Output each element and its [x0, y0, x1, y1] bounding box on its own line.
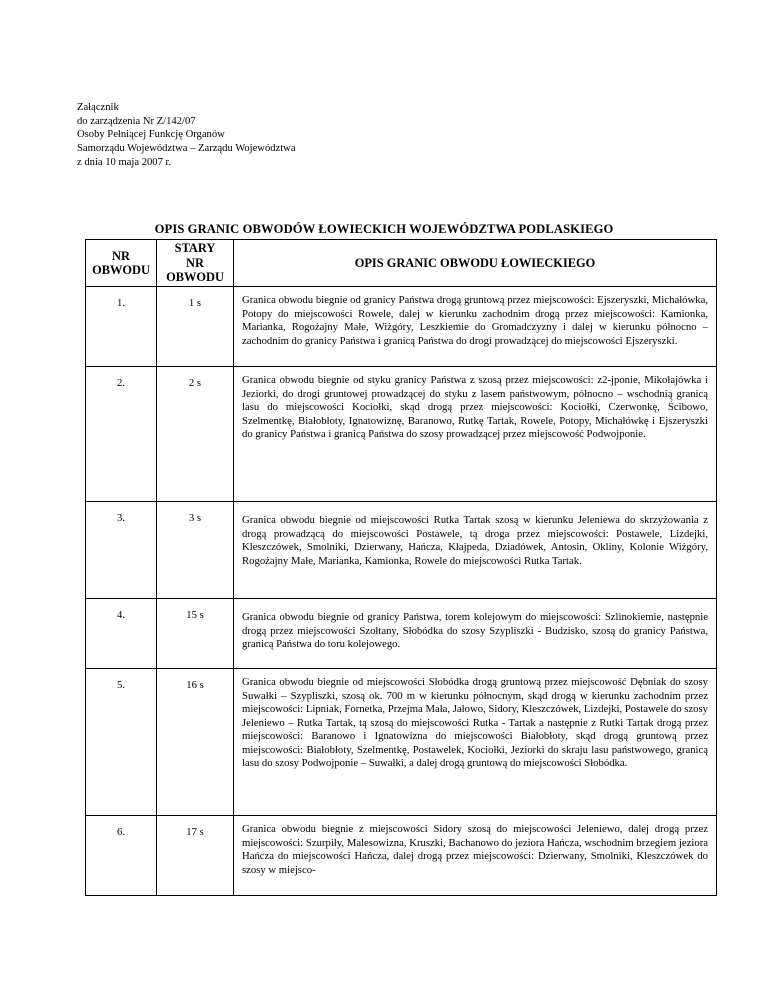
row-nr: 6.: [86, 816, 157, 896]
table-row: [86, 816, 717, 896]
row-nr: 1.: [86, 287, 157, 367]
table-row: [86, 599, 717, 669]
column-header-text: NR: [112, 248, 130, 263]
table-row: [86, 502, 717, 599]
row-stary-nr: 2 s: [157, 367, 234, 502]
column-header-text: OBWODU: [92, 263, 150, 277]
attachment-header: [77, 101, 296, 170]
row-opis: Granica obwodu biegnie od miejscowości Rutka Tartak szosą w kierunku Jeleniewa do skrzyżowania z drogą prowadzącą do miejscowości Postawele, tą droga przez miejscowości: Postawele, Lizdejki, Kleszczówek, Smolniki, Dzierwany, Hańcza, Kłajpeda, Dziadówek, Antosin, Okliny, Kolonie Wiżgóry, Rogożajny Małe, Marianka, Kamionka, Rowele do miejscowości Rutka Tartak.: [234, 502, 717, 599]
table-row: [86, 669, 717, 816]
row-opis: Granica obwodu biegnie od miejscowości Słobódka drogą gruntową przez miejscowość Dębniak do szosy Suwałki – Szypliszki, szosą ok. 700 m w kierunku północnym, skąd drogą w kierunku zachodnim przez miejscowości: Lipniak, Fornetka, Przejma Mała, Jałowo, Sidory, Kleszczówek, Lizdejki, Postawele do szosy Jeleniewo – Rutka Tartak, tą szosą do miejscowości Rutka - Tartak a następnie z Rutki Tartak drogą przez miejscowości: Baranowo i Ignatowizna do miejscowości Białobłoty, skąd drogą gruntową przez miejscowości: Białobłoty, Szelmentkę, Postawelek, Kociołki, Jeziorki do skraju lasu państwowego, granicą lasu do szosy Podwojponie – Suwałki, a dalej drogą gruntową do miejscowości Słobódka.: [234, 669, 717, 816]
row-opis: Granica obwodu biegnie od styku granicy Państwa z szosą przez miejscowości: z2-jponie, Mikołajówka i Jeziorki, do drogi gruntowej prowadzącej do styku z lasem państwowym, północno – wschodnią granicą lasu do miejscowości Kociołki, skąd drogą przez miejscowości: Kociołki, Czerwonkę, Ścibowo, Szelmentkę, Białobłoty, Ignatowiznę, Baranowo, Rutkę Tartak, Rowele, Potopy, Michałówkę i Ejszeryszki do granicy Państwa i granicą Państwa do szosy prowadzącej przez miejscowość Podwojponie.: [234, 367, 717, 502]
row-stary-nr: 15 s: [157, 599, 234, 669]
header-line: Osoby Pełniącej Funkcję Organów: [77, 129, 225, 141]
document-title: OPIS GRANIC OBWODÓW ŁOWIECKICH WOJEWÓDZTWA PODLASKIEGO: [154, 222, 614, 236]
row-nr: 5.: [86, 669, 157, 816]
column-header-text: STARY: [174, 241, 216, 256]
row-opis: Granica obwodu biegnie z miejscowości Sidory szosą do miejscowości Jeleniewo, dalej drogą przez miejscowości: Szurpiły, Malesowizna, Kruszki, Bachanowo do jeziora Hańcza, wschodnim brzegiem jeziora Hańcza do miejscowości Hańcza, dalej drogą przez miejscowości: Dzierwany, Smolniki, Kleszczówek do szosy w miejsco-: [234, 816, 717, 896]
row-nr: 3.: [86, 502, 157, 599]
table-header-row: [86, 240, 717, 287]
column-header-stary-nr: [157, 240, 234, 287]
table-row: [86, 287, 717, 367]
row-opis: Granica obwodu biegnie od granicy Państwa, torem kolejowym do miejscowości: Szlinokiemie, następnie drogą przez miejscowości Szołtany, Słobódka do szosy Szypliszki - Budzisko, szosą do granicy Państwa, granicą Państwa do toru kolejowego.: [234, 599, 717, 669]
row-stary-nr: 16 s: [157, 669, 234, 816]
table-row: [86, 367, 717, 502]
row-nr: 2.: [86, 367, 157, 502]
row-opis: Granica obwodu biegnie od granicy Państwa drogą gruntową przez miejscowości: Ejszeryszki, Michałówka, Potopy do miejscowości Rowele, dalej w kierunku zachodnim drogą przez miejscowości: Kamionka, Marianka, Rogożajny Małe, Wiżgóry, Leszkiemie do Gromadczyzny i dalej w kierunku północno – zachodnim do granicy Państwa i granicą Państwa do drogi prowadzącej do miejscowości Ejszeryszki.: [234, 287, 717, 367]
row-stary-nr: 3 s: [157, 502, 234, 599]
header-line: do zarządzenia Nr Z/142/07: [77, 115, 196, 127]
header-line: z dnia 10 maja 2007 r.: [77, 156, 172, 168]
row-stary-nr: 17 s: [157, 816, 234, 896]
row-stary-nr: 1 s: [157, 287, 234, 367]
row-nr: 4.: [86, 599, 157, 669]
boundaries-table: [85, 239, 717, 896]
header-line: Załącznik: [77, 102, 119, 113]
header-line: Samorządu Województwa – Zarządu Województwa: [77, 143, 296, 155]
column-header-nr: [86, 240, 157, 287]
column-header-text: OBWODU: [166, 270, 224, 285]
column-header-opis: OPIS GRANIC OBWODU ŁOWIECKIEGO: [234, 240, 717, 287]
column-header-text: NR: [186, 255, 204, 270]
